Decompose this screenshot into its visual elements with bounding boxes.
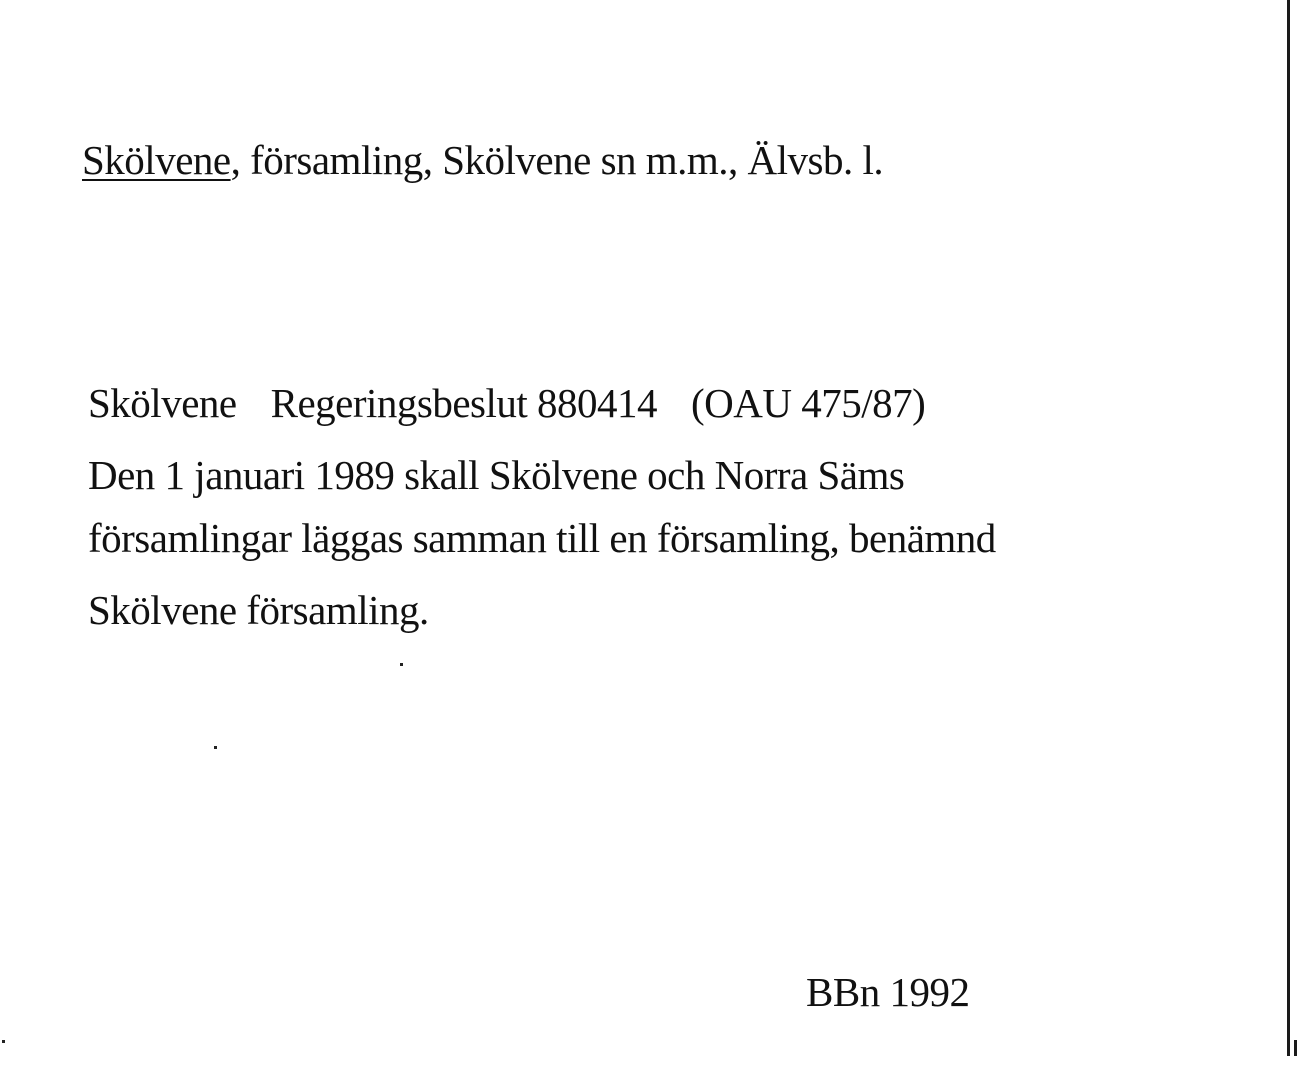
scan-speck [214,746,217,749]
decision-line [88,380,926,426]
decision-reference: Regeringsbeslut 880414 [270,380,658,426]
scan-speck [400,663,403,666]
card-edge-mark [1294,1040,1297,1056]
decision-case-number: (OAU 475/87) [691,380,926,426]
heading-place-name: Skölvene [82,137,231,183]
decision-place: Skölvene [88,380,237,426]
scan-speck [2,1040,5,1043]
signature: BBn 1992 [806,969,970,1015]
body-line-3: Skölvene församling. [88,587,429,633]
heading-description: , församling, Skölvene sn m.m., Älvsb. l. [230,137,884,183]
card-heading [82,137,884,183]
body-line-2: församlingar läggas samman till en församling, benämnd [88,515,996,561]
body-line-1: Den 1 januari 1989 skall Skölvene och Norra Säms [88,452,905,498]
card-edge-line [1287,0,1290,1056]
